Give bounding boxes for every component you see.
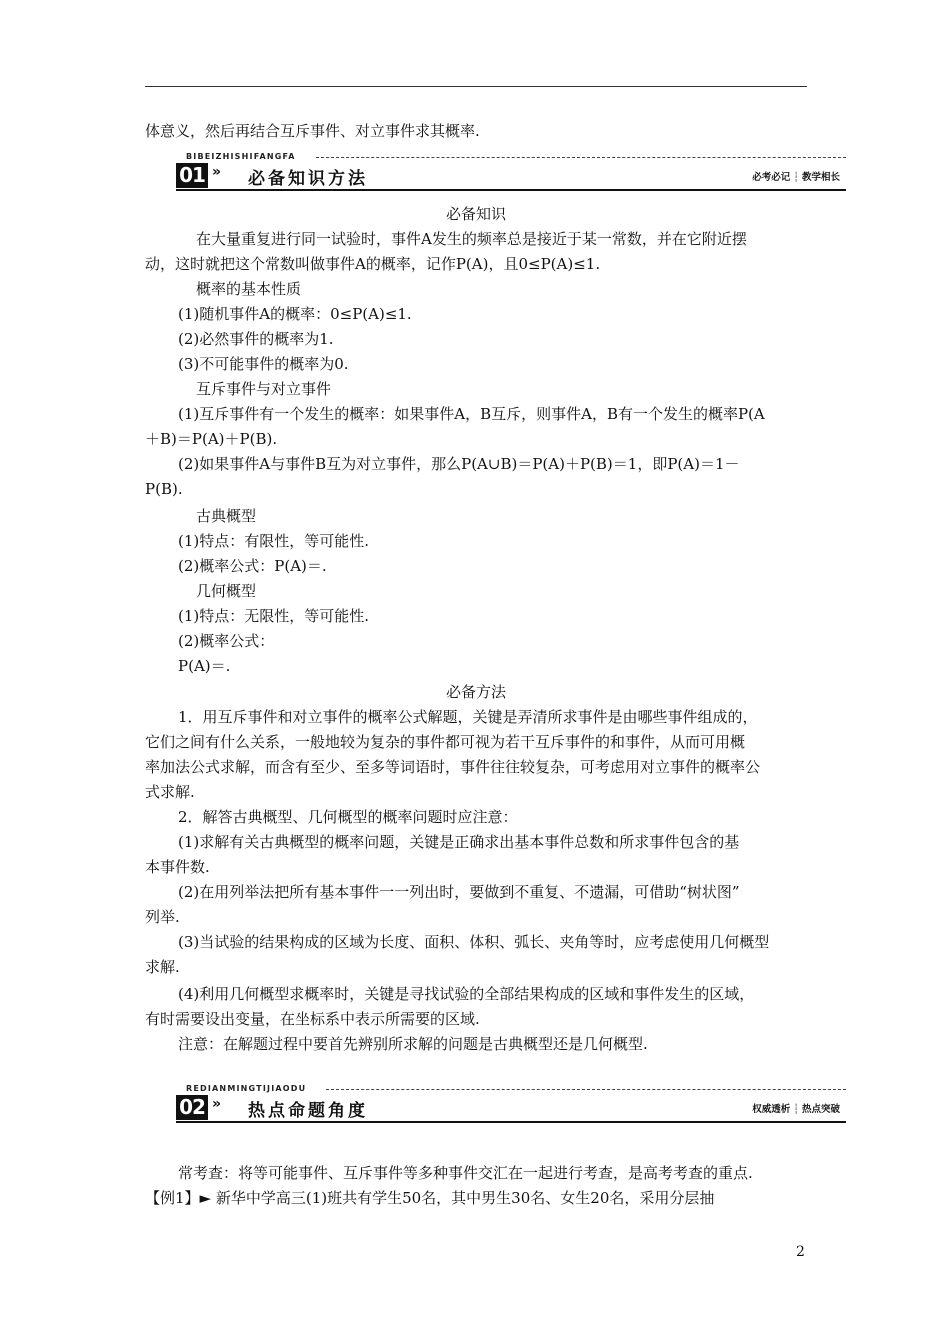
section-underline bbox=[176, 189, 846, 191]
list-item: (1)求解有关古典概型的概率问题，关键是正确求出基本事件总数和所求事件包含的基 bbox=[178, 833, 740, 851]
section-number: 01 bbox=[176, 163, 208, 188]
list-item: (2)概率公式：P(A)＝. bbox=[178, 557, 327, 575]
section-header-01 bbox=[176, 152, 846, 190]
list-item: (3)不可能事件的概率为0. bbox=[178, 355, 349, 373]
intro-line: 体意义，然后再结合互斥事件、对立事件求其概率. bbox=[145, 122, 480, 140]
paragraph-line: 它们之间有什么关系，一般地较为复杂的事件都可视为若干互斥事件的和事件，从而可用概 bbox=[145, 733, 746, 751]
chevron-right-icon: » bbox=[212, 1096, 222, 1112]
page-number: 2 bbox=[796, 1244, 805, 1260]
list-item: (2)如果事件A与事件B互为对立事件，那么P(A∪B)＝P(A)＋P(B)＝1，即P(A)＝1－ bbox=[178, 455, 740, 473]
example-line: 【例1】► 新华中学高三(1)班共有学生50名，其中男生30名、女生20名，采用分层抽 bbox=[145, 1189, 715, 1207]
section-tag: 权威透析 bbox=[752, 1104, 791, 1115]
list-item: (1)随机事件A的概率：0≤P(A)≤1. bbox=[178, 305, 412, 323]
subheading-knowledge: 必备知识 bbox=[445, 205, 506, 223]
paragraph-line: 常考查：将等可能事件、互斥事件等多种事件交汇在一起进行考查，是高考考查的重点. bbox=[178, 1164, 753, 1182]
section-header-02 bbox=[176, 1084, 846, 1122]
list-item-continued: 求解. bbox=[145, 958, 180, 976]
list-item: (3)当试验的结果构成的区域为长度、面积、体积、弧长、夹角等时，应考虑使用几何概型 bbox=[178, 933, 770, 951]
topic-heading: 概率的基本性质 bbox=[196, 280, 302, 298]
header-rule bbox=[145, 86, 807, 87]
section-pinyin: REDIANMINGTIJIAODU bbox=[186, 1084, 307, 1093]
section-tags bbox=[752, 169, 840, 183]
paragraph-line: 率加法公式求解，而含有至少、至多等词语时，事件往往较复杂，可考虑用对立事件的概率公 bbox=[145, 758, 761, 776]
section-pinyin: BIBEIZHISHIFANGFA bbox=[186, 152, 296, 161]
section-number: 02 bbox=[176, 1095, 208, 1120]
list-item-continued: 本事件数. bbox=[145, 858, 210, 876]
list-item: (4)利用几何概型求概率时，关键是寻找试验的全部结果构成的区域和事件发生的区域， bbox=[178, 985, 755, 1003]
chevron-right-icon: » bbox=[212, 164, 222, 180]
topic-heading: 古典概型 bbox=[196, 507, 257, 525]
list-item-continued: 列举. bbox=[145, 908, 180, 926]
tag-separator: ┆ bbox=[793, 1104, 799, 1115]
section-dash-rule bbox=[326, 1089, 846, 1090]
section-tags bbox=[752, 1101, 840, 1115]
section-tag: 热点突破 bbox=[801, 1104, 840, 1115]
section-underline bbox=[176, 1121, 846, 1123]
tag-separator: ┆ bbox=[793, 172, 799, 183]
note-line: 注意：在解题过程中要首先辨别所求解的问题是古典概型还是几何概型. bbox=[178, 1035, 648, 1053]
paragraph-line: 2．解答古典概型、几何概型的概率问题时应注意： bbox=[178, 808, 518, 826]
section-title: 必备知识方法 bbox=[248, 169, 368, 189]
section-tag: 必考必记 bbox=[752, 172, 791, 183]
subheading-methods: 必备方法 bbox=[445, 683, 506, 701]
list-item: (2)概率公式： bbox=[178, 632, 275, 650]
list-item: (1)互斥事件有一个发生的概率：如果事件A，B互斥，则事件A，B有一个发生的概率P(A bbox=[178, 405, 765, 423]
paragraph-line: 式求解. bbox=[145, 783, 195, 801]
list-item-continued: 有时需要设出变量，在坐标系中表示所需要的区域. bbox=[145, 1010, 480, 1028]
list-item-continued: P(B). bbox=[145, 480, 183, 498]
formula-line: P(A)＝. bbox=[178, 657, 231, 675]
list-item: (2)必然事件的概率为1. bbox=[178, 330, 334, 348]
list-item-continued: ＋B)＝P(A)＋P(B). bbox=[145, 430, 278, 448]
paragraph-line: 在大量重复进行同一试验时，事件A发生的频率总是接近于某一常数，并在它附近摆 bbox=[196, 230, 747, 248]
section-dash-rule bbox=[316, 157, 846, 158]
section-tag: 教学相长 bbox=[801, 172, 840, 183]
topic-heading: 互斥事件与对立事件 bbox=[196, 380, 332, 398]
list-item: (1)特点：有限性，等可能性. bbox=[178, 532, 370, 550]
list-item: (2)在用列举法把所有基本事件一一列出时，要做到不重复、不遗漏，可借助“树状图” bbox=[178, 883, 740, 901]
list-item: (1)特点：无限性，等可能性. bbox=[178, 607, 370, 625]
topic-heading: 几何概型 bbox=[196, 582, 257, 600]
paragraph-line: 动，这时就把这个常数叫做事件A的概率，记作P(A)，且0≤P(A)≤1. bbox=[145, 255, 601, 273]
section-title: 热点命题角度 bbox=[248, 1101, 368, 1121]
paragraph-line: 1．用互斥事件和对立事件的概率公式解题，关键是弄清所求事件是由哪些事件组成的， bbox=[178, 708, 758, 726]
